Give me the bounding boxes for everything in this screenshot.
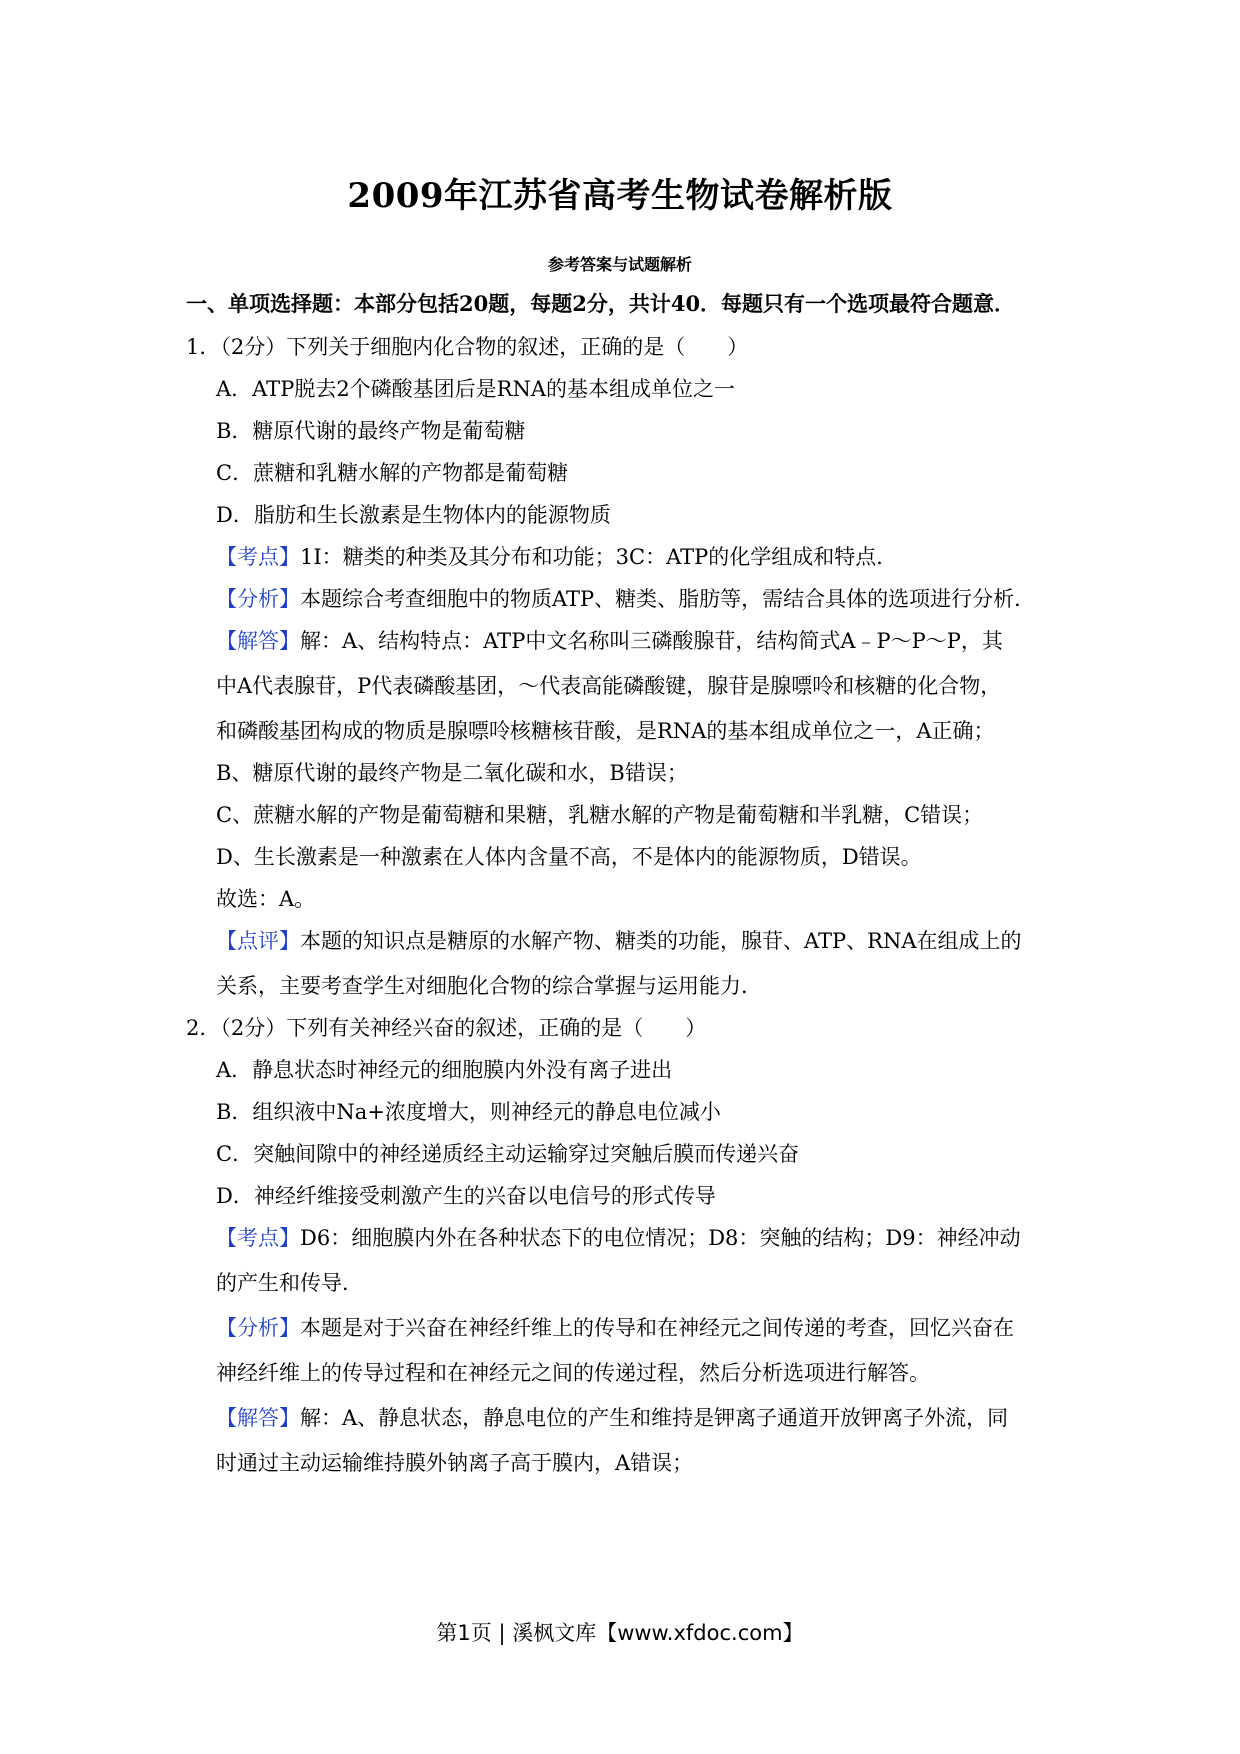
question-1-jieda bbox=[216, 626, 1003, 656]
question-2-option-b: B．组织液中Na+浓度增大，则神经元的静息电位减小 bbox=[216, 1100, 721, 1124]
jieda-tag: 【解答】 bbox=[216, 1406, 300, 1430]
question-1-kaodian bbox=[216, 542, 897, 572]
jieda-text: 解：A、静息状态，静息电位的产生和维持是钾离子通道开放钾离子外流，同 bbox=[300, 1406, 1009, 1430]
question-1-dianping-line: 关系，主要考查学生对细胞化合物的综合掌握与运用能力． bbox=[216, 974, 762, 998]
kaodian-text: 1I：糖类的种类及其分布和功能；3C：ATP的化学组成和特点． bbox=[300, 545, 898, 569]
question-1-jieda-line: C、蔗糖水解的产物是葡萄糖和果糖，乳糖水解的产物是葡萄糖和半乳糖，C错误； bbox=[216, 803, 984, 827]
fenxi-text: 本题综合考查细胞中的物质ATP、糖类、脂肪等，需结合具体的选项进行分析． bbox=[300, 587, 1036, 611]
kaodian-tag: 【考点】 bbox=[216, 1226, 300, 1250]
dianping-tag: 【点评】 bbox=[216, 929, 300, 953]
question-1-option-b: B．糖原代谢的最终产物是葡萄糖 bbox=[216, 419, 526, 443]
page-subtitle: 参考答案与试题解析 bbox=[547, 255, 692, 274]
question-1-fenxi bbox=[216, 584, 1035, 614]
page-title: 2009年江苏省高考生物试卷解析版 bbox=[347, 176, 893, 216]
question-1-jieda-line: 和磷酸基团构成的物质是腺嘌呤核糖核苷酸，是RNA的基本组成单位之一，A正确； bbox=[216, 719, 995, 743]
dianping-text: 本题的知识点是糖原的水解产物、糖类的功能，腺苷、ATP、RNA在组成上的 bbox=[300, 929, 1022, 953]
question-2-option-d: D．神经纤维接受刺激产生的兴奋以电信号的形式传导 bbox=[216, 1184, 716, 1208]
question-2-kaodian-line: 的产生和传导． bbox=[216, 1271, 363, 1295]
question-1-jieda-line: D、生长激素是一种激素在人体内含量不高，不是体内的能源物质，D错误。 bbox=[216, 845, 922, 869]
jieda-tag: 【解答】 bbox=[216, 629, 300, 653]
question-2-fenxi bbox=[216, 1313, 1014, 1343]
question-2-option-a: A．静息状态时神经元的细胞膜内外没有离子进出 bbox=[216, 1058, 673, 1082]
question-1-stem: 1．（2分）下列关于细胞内化合物的叙述，正确的是（ ） bbox=[186, 335, 749, 359]
fenxi-tag: 【分析】 bbox=[216, 1316, 300, 1340]
question-2-jieda bbox=[216, 1403, 1008, 1433]
kaodian-tag: 【考点】 bbox=[216, 545, 300, 569]
question-1-option-a: A．ATP脱去2个磷酸基团后是RNA的基本组成单位之一 bbox=[216, 377, 736, 401]
page-footer: 第1页 | 溪枫文库【www.xfdoc.com】 bbox=[436, 1621, 804, 1645]
question-1-option-c: C．蔗糖和乳糖水解的产物都是葡萄糖 bbox=[216, 461, 569, 485]
question-2-jieda-line: 时通过主动运输维持膜外钠离子高于膜内，A错误； bbox=[216, 1451, 694, 1475]
question-1-option-d: D．脂肪和生长激素是生物体内的能源物质 bbox=[216, 503, 611, 527]
question-1-answer: 故选：A。 bbox=[216, 887, 316, 911]
fenxi-tag: 【分析】 bbox=[216, 587, 300, 611]
section-heading: 一、单项选择题：本部分包括20题，每题2分，共计40．每题只有一个选项最符合题意． bbox=[186, 291, 1016, 316]
question-2-stem: 2．（2分）下列有关神经兴奋的叙述，正确的是（ ） bbox=[186, 1016, 707, 1040]
jieda-text: 解：A、结构特点：ATP中文名称叫三磷酸腺苷，结构简式A﹣P～P～P，其 bbox=[300, 629, 1003, 653]
kaodian-text: D6：细胞膜内外在各种状态下的电位情况；D8：突触的结构；D9：神经冲动 bbox=[300, 1226, 1021, 1250]
question-1-jieda-line: 中A代表腺苷，P代表磷酸基团，～代表高能磷酸键，腺苷是腺嘌呤和核糖的化合物， bbox=[216, 674, 1002, 698]
question-1-jieda-line: B、糖原代谢的最终产物是二氧化碳和水，B错误； bbox=[216, 761, 688, 785]
question-2-option-c: C．突触间隙中的神经递质经主动运输穿过突触后膜而传递兴奋 bbox=[216, 1142, 800, 1166]
question-1-dianping bbox=[216, 926, 1022, 956]
question-2-fenxi-line: 神经纤维上的传导过程和在神经元之间的传递过程，然后分析选项进行解答。 bbox=[216, 1361, 930, 1385]
question-2-kaodian bbox=[216, 1223, 1021, 1253]
fenxi-text: 本题是对于兴奋在神经纤维上的传导和在神经元之间传递的考查，回忆兴奋在 bbox=[300, 1316, 1014, 1340]
